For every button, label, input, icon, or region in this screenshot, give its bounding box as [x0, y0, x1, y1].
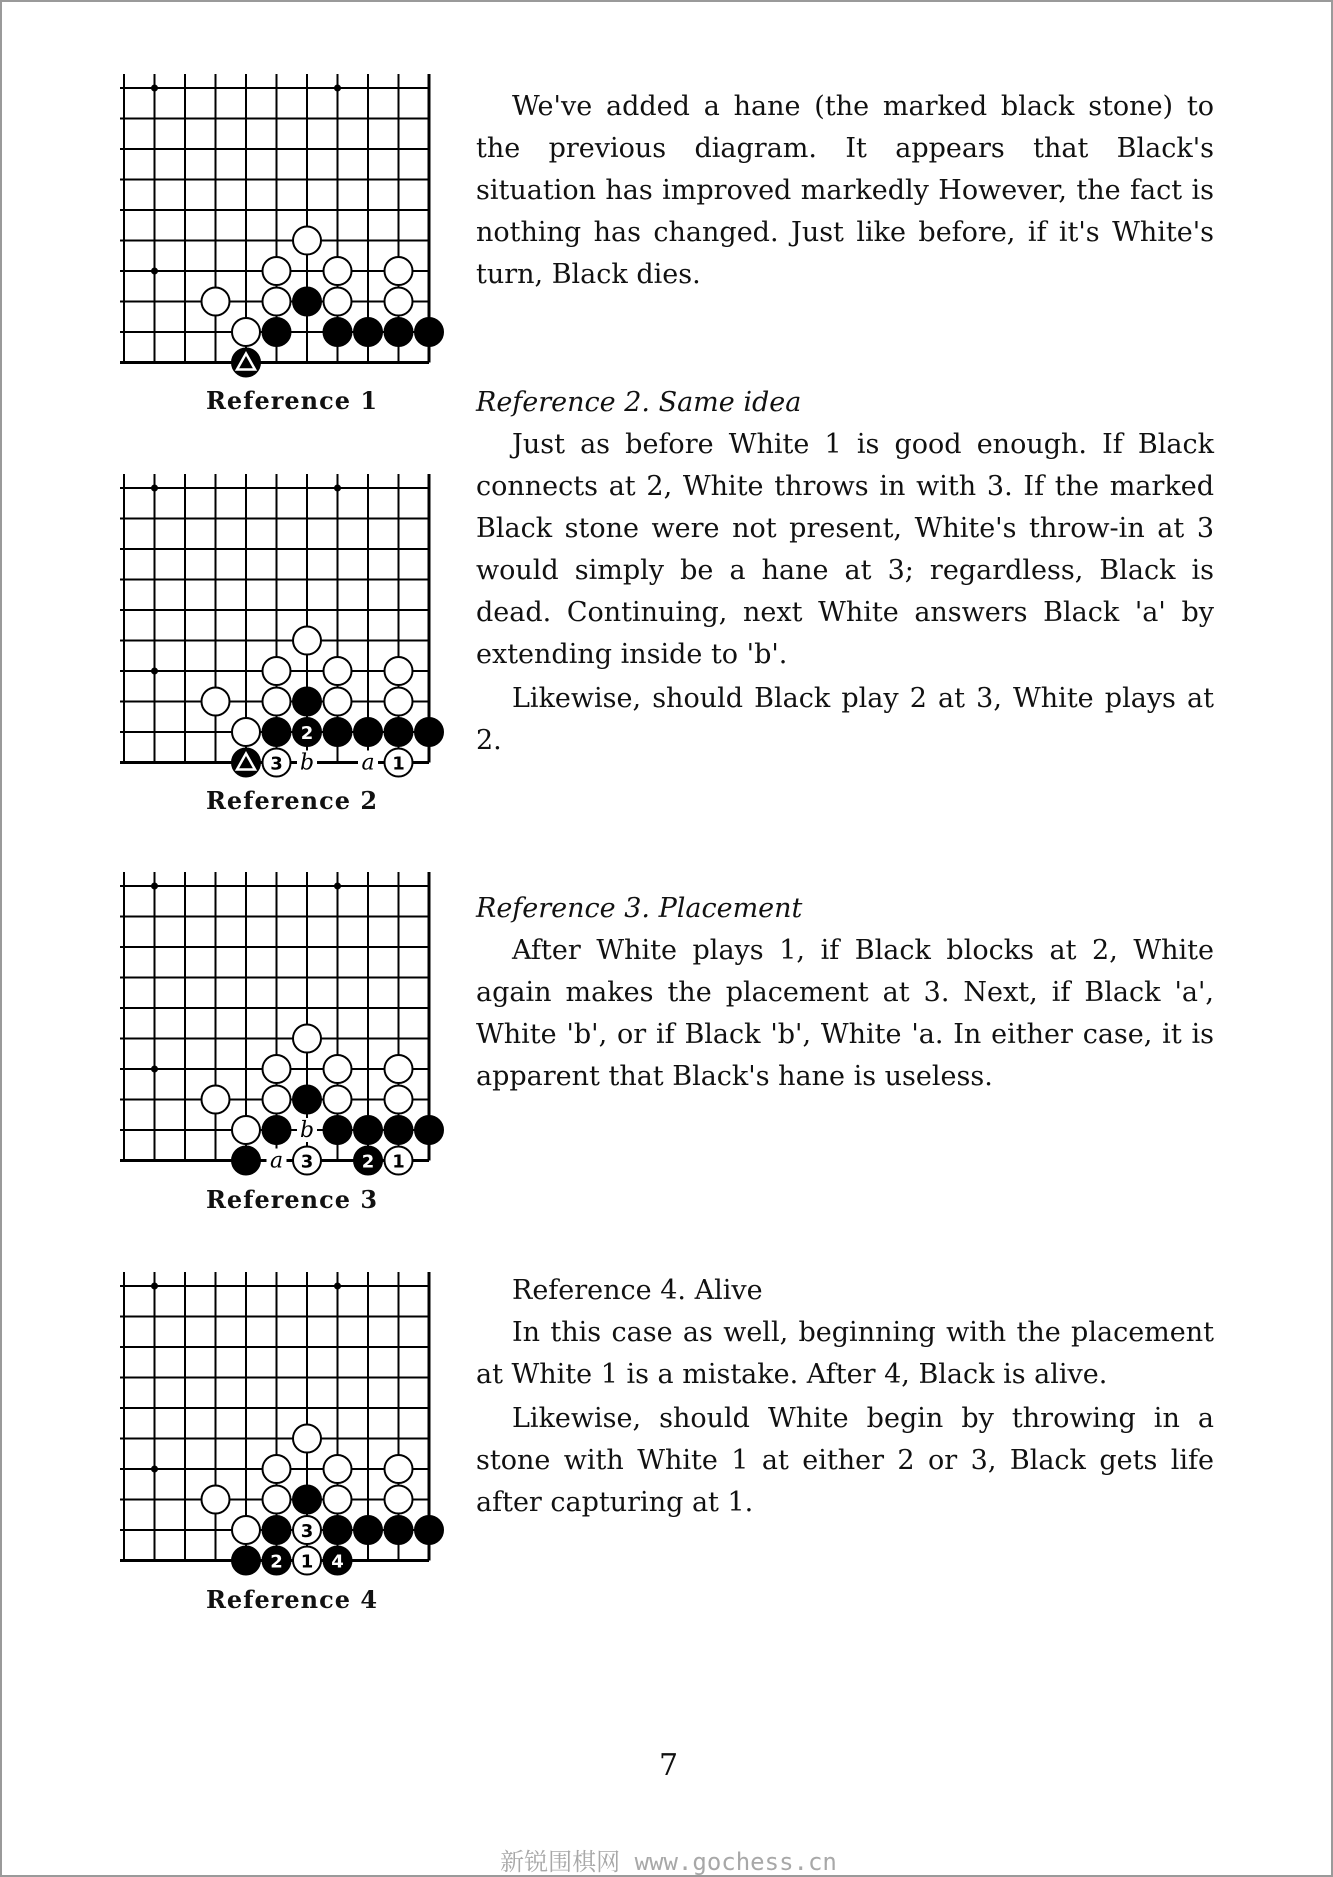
black-stone — [263, 318, 291, 346]
star-point — [151, 85, 158, 92]
white-stone — [385, 1086, 413, 1114]
paragraph: Just as before White 1 is good enough. If Black connects at 2, White throws in with 3. If the marked Black stone were not present, White's throw-in at 3 would simply be a hane at 3; regardless, Black is dead. Continuing, next White answers Black 'a' by extending inside to 'b'. — [476, 429, 1214, 670]
white-stone — [263, 257, 291, 285]
white-stone — [232, 1516, 260, 1544]
svg-text:a: a — [361, 750, 375, 776]
black-stone — [263, 718, 291, 746]
text-section-3 — [476, 888, 1214, 1098]
black-stone — [415, 1516, 443, 1544]
black-stone — [385, 1116, 413, 1144]
black-stone — [415, 718, 443, 746]
watermark: 新锐围棋网 www.gochess.cn — [500, 1848, 837, 1876]
star-point — [151, 1283, 158, 1290]
white-stone-3 — [293, 1147, 321, 1175]
black-stone — [324, 1116, 352, 1144]
black-stone — [415, 318, 443, 346]
white-stone — [385, 288, 413, 316]
point-label — [358, 751, 378, 776]
white-stone — [324, 257, 352, 285]
star-point — [151, 485, 158, 492]
svg-text:b: b — [299, 750, 315, 776]
page-number: 7 — [658, 1748, 679, 1783]
text-section-4 — [476, 1270, 1214, 1524]
black-stone — [293, 1486, 321, 1514]
text-section-2 — [476, 382, 1214, 762]
white-stone — [263, 657, 291, 685]
black-stone — [354, 1516, 382, 1544]
section-heading: Reference 3. Placement — [476, 893, 803, 924]
black-stone — [263, 1516, 291, 1544]
svg-text:b: b — [299, 1118, 315, 1143]
white-stone — [293, 1425, 321, 1453]
star-point — [151, 668, 158, 675]
section-heading: Reference 4. Alive — [512, 1275, 763, 1306]
svg-text:1: 1 — [392, 753, 405, 775]
white-stone — [385, 688, 413, 716]
black-stone — [324, 718, 352, 746]
white-stone — [324, 1486, 352, 1514]
white-stone — [385, 1486, 413, 1514]
svg-text:1: 1 — [300, 1551, 314, 1573]
svg-text:2: 2 — [300, 723, 314, 744]
white-stone — [202, 1086, 230, 1114]
white-stone — [232, 718, 260, 746]
white-stone — [263, 1055, 291, 1083]
white-stone — [263, 688, 291, 716]
white-stone — [202, 288, 230, 316]
paragraph: In this case as well, beginning with the placement at White 1 is a mistake. After 4, Black is alive. — [476, 1317, 1214, 1390]
black-stone — [385, 1516, 413, 1544]
white-stone — [202, 1486, 230, 1514]
black-stone-2 — [354, 1147, 382, 1175]
svg-text:2: 2 — [270, 1551, 283, 1573]
star-point — [334, 485, 341, 492]
go-diagram-reference-4 — [120, 1272, 460, 1572]
white-stone — [324, 1455, 352, 1483]
svg-text:2: 2 — [361, 1151, 375, 1173]
white-stone — [232, 1116, 260, 1144]
paragraph: After White plays 1, if Black blocks at 2, White again makes the placement at 3. Next, if Black 'a', White 'b', or if Black 'b', White 'a. In either case, it is apparent that Black's hane is useless. — [476, 935, 1214, 1092]
svg-text:1: 1 — [392, 1151, 405, 1173]
black-stone — [293, 288, 321, 316]
star-point — [151, 1466, 158, 1473]
black-stone-2 — [263, 1547, 291, 1575]
go-diagram-reference-1 — [120, 74, 460, 374]
black-stone — [293, 1086, 321, 1114]
go-diagram-reference-3 — [120, 872, 460, 1172]
white-stone-1 — [385, 749, 413, 777]
diagram-caption-reference-2: Reference 2 — [205, 786, 379, 815]
black-stone — [415, 1116, 443, 1144]
white-stone — [385, 657, 413, 685]
diagram-caption-reference-3: Reference 3 — [205, 1185, 379, 1214]
svg-text:3: 3 — [300, 1151, 314, 1173]
black-stone-4 — [324, 1547, 352, 1575]
white-stone — [324, 688, 352, 716]
svg-text:3: 3 — [270, 753, 283, 775]
diagram-caption-reference-1: Reference 1 — [205, 386, 379, 415]
white-stone — [324, 288, 352, 316]
black-stone — [232, 349, 260, 377]
white-stone — [202, 688, 230, 716]
white-stone — [385, 1055, 413, 1083]
black-stone — [354, 718, 382, 746]
point-label — [267, 1149, 287, 1174]
section-heading: Reference 2. Same idea — [476, 387, 802, 418]
text-section-1 — [476, 86, 1214, 296]
black-stone — [324, 1516, 352, 1544]
white-stone — [263, 288, 291, 316]
white-stone — [385, 257, 413, 285]
white-stone-1 — [293, 1547, 321, 1575]
black-stone — [324, 318, 352, 346]
black-stone — [263, 1116, 291, 1144]
star-point — [151, 268, 158, 275]
black-stone — [232, 1547, 260, 1575]
white-stone — [293, 1025, 321, 1053]
go-diagram-reference-2 — [120, 474, 460, 774]
svg-text:4: 4 — [331, 1551, 344, 1573]
svg-text:3: 3 — [300, 1521, 314, 1542]
black-stone — [293, 688, 321, 716]
white-stone — [293, 227, 321, 255]
diagram-caption-reference-4: Reference 4 — [205, 1585, 379, 1614]
star-point — [151, 1066, 158, 1073]
white-stone — [324, 1055, 352, 1083]
black-stone — [385, 718, 413, 746]
point-label — [297, 1118, 317, 1143]
white-stone — [324, 1086, 352, 1114]
paragraph: Likewise, should White begin by throwing in a stone with White 1 at either 2 or 3, Black gets life after capturing at 1. — [476, 1403, 1214, 1518]
star-point — [151, 883, 158, 890]
white-stone-1 — [385, 1147, 413, 1175]
svg-text:a: a — [269, 1148, 284, 1174]
white-stone — [263, 1086, 291, 1114]
white-stone — [232, 318, 260, 346]
star-point — [334, 883, 341, 890]
black-stone — [385, 318, 413, 346]
white-stone — [293, 627, 321, 655]
white-stone — [263, 1455, 291, 1483]
star-point — [334, 1283, 341, 1290]
black-stone — [232, 749, 260, 777]
paragraph: We've added a hane (the marked black stone) to the previous diagram. It appears that Black's situation has improved markedly However, the fact is nothing has changed. Just like before, if it's White's turn, Black dies. — [476, 91, 1214, 290]
black-stone — [354, 1116, 382, 1144]
white-stone — [324, 657, 352, 685]
white-stone-3 — [293, 1516, 321, 1544]
white-stone-3 — [263, 749, 291, 777]
white-stone — [263, 1486, 291, 1514]
black-stone-2 — [293, 718, 321, 746]
paragraph: Likewise, should Black play 2 at 3, White plays at 2. — [476, 683, 1214, 756]
star-point — [334, 85, 341, 92]
black-stone — [354, 318, 382, 346]
black-stone — [232, 1147, 260, 1175]
point-label — [297, 751, 317, 776]
white-stone — [385, 1455, 413, 1483]
